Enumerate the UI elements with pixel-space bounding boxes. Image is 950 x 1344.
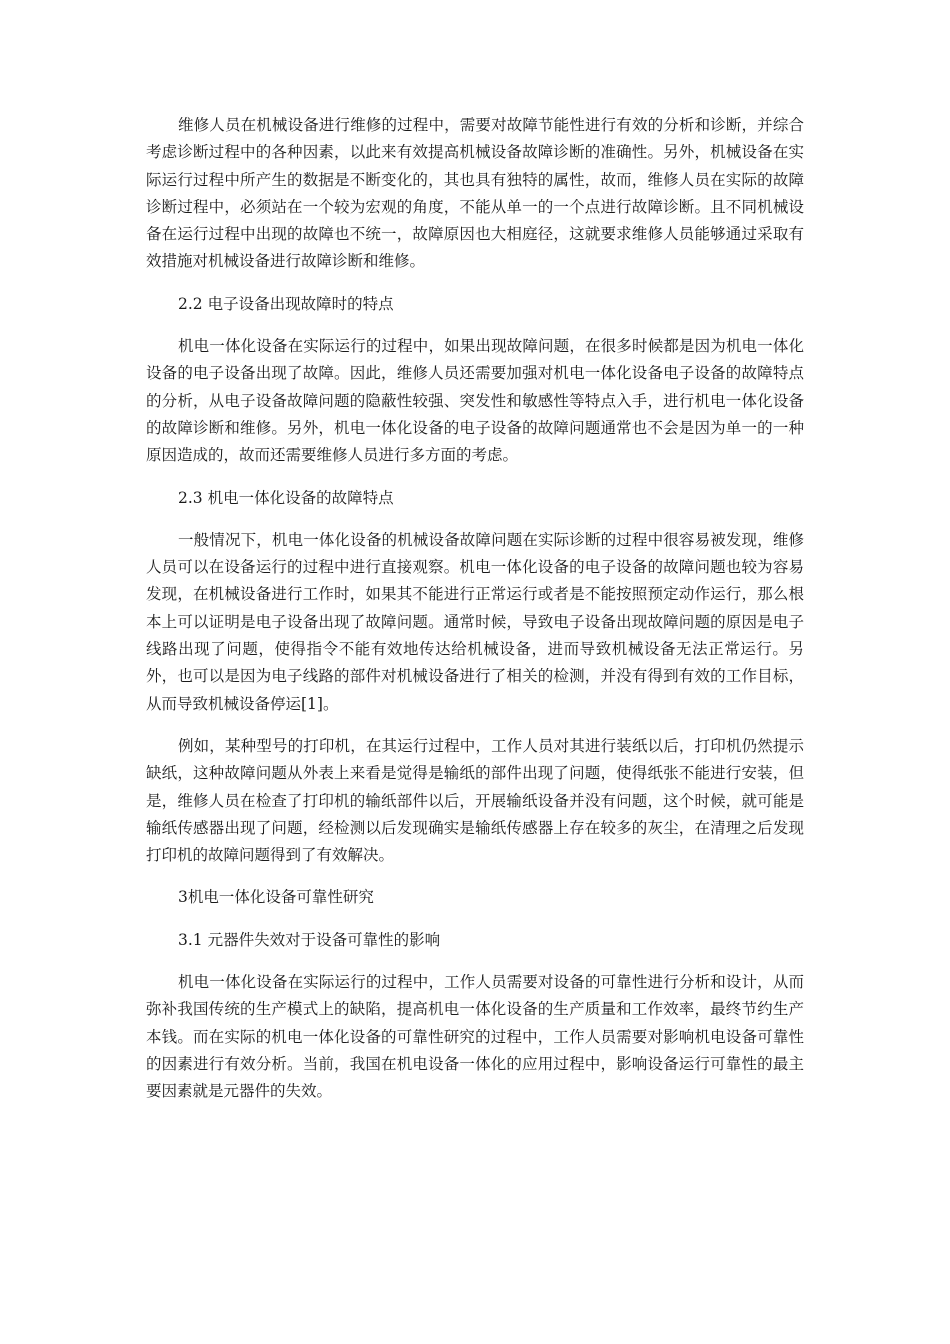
paragraph-mechanical-diagnosis: 维修人员在机械设备进行维修的过程中，需要对故障节能性进行有效的分析和诊断，并综合考虑诊断过程中的各种因素，以此来有效提高机械设备故障诊断的准确性。另外，机械设备在实际运行过程中所产生的数据是不断变化的，其也具有独特的属性，故而，维修人员在实际的故障诊断过程中，必须站在一个较为宏观的角度，不能从单一的一个点进行故障诊断。且不同机械设备在运行过程中出现的故障也不统一，故障原因也大相庭径，这就要求维修人员能够通过采取有效措施对机械设备进行故障诊断和维修。	[146, 116, 804, 271]
section-heading-2-2: 2.2 电子设备出现故障时的特点	[178, 294, 394, 313]
paragraph-electronic-faults: 机电一体化设备在实际运行的过程中，如果出现故障问题，在很多时候都是因为机电一体化设备的电子设备出现了故障。因此，维修人员还需要加强对机电一体化设备电子设备的故障特点的分析，从电子设备故障问题的隐蔽性较强、突发性和敏感性等特点入手，进行机电一体化设备的故障诊断和维修。另外，机电一体化设备的电子设备的故障问题通常也不会是因为单一的一种原因造成的，故而还需要维修人员进行多方面的考虑。	[146, 337, 804, 465]
paragraph-component-failure: 机电一体化设备在实际运行的过程中，工作人员需要对设备的可靠性进行分析和设计，从而弥补我国传统的生产模式上的缺陷，提高机电一体化设备的生产质量和工作效率，最终节约生产本钱。而在实际的机电一体化设备的可靠性研究的过程中，工作人员需要对影响机电设备可靠性的因素进行有效分析。当前，我国在机电设备一体化的应用过程中，影响设备运行可靠性的最主要因素就是元器件的失效。	[146, 973, 804, 1101]
section-heading-2-3: 2.3 机电一体化设备的故障特点	[178, 488, 394, 507]
paragraph-printer-example: 例如，某种型号的打印机，在其运行过程中，工作人员对其进行装纸以后，打印机仍然提示缺纸，这种故障问题从外表上来看是觉得是输纸的部件出现了问题，使得纸张不能进行安装，但是，维修人员在检查了打印机的输纸部件以后，开展输纸设备并没有问题，这个时候，就可能是输纸传感器出现了问题，经检测以后发现确实是输纸传感器上存在较多的灰尘，在清理之后发现打印机的故障问题得到了有效解决。	[146, 736, 804, 865]
section-heading-3-1: 3.1 元器件失效对于设备可靠性的影响	[178, 930, 441, 949]
document-page	[146, 112, 804, 1121]
paragraph-fault-features: 一般情况下，机电一体化设备的机械设备故障问题在实际诊断的过程中很容易被发现，维修人员可以在设备运行的过程中进行直接观察。机电一体化设备的电子设备的故障问题也较为容易发现，在机械设备进行工作时，如果其不能进行正常运行或者是不能按照预定动作运行，那么根本上可以证明是电子设备出现了故障问题。通常时候，导致电子设备出现故障问题的原因是电子线路出现了问题，使得指令不能有效地传达给机械设备，进而导致机械设备无法正常运行。另外，也可以是因为电子线路的部件对机械设备进行了相关的检测，并没有得到有效的工作目标，从而导致机械设备停运[1]。	[146, 530, 804, 713]
section-heading-3: 3机电一体化设备可靠性研究	[178, 888, 374, 907]
